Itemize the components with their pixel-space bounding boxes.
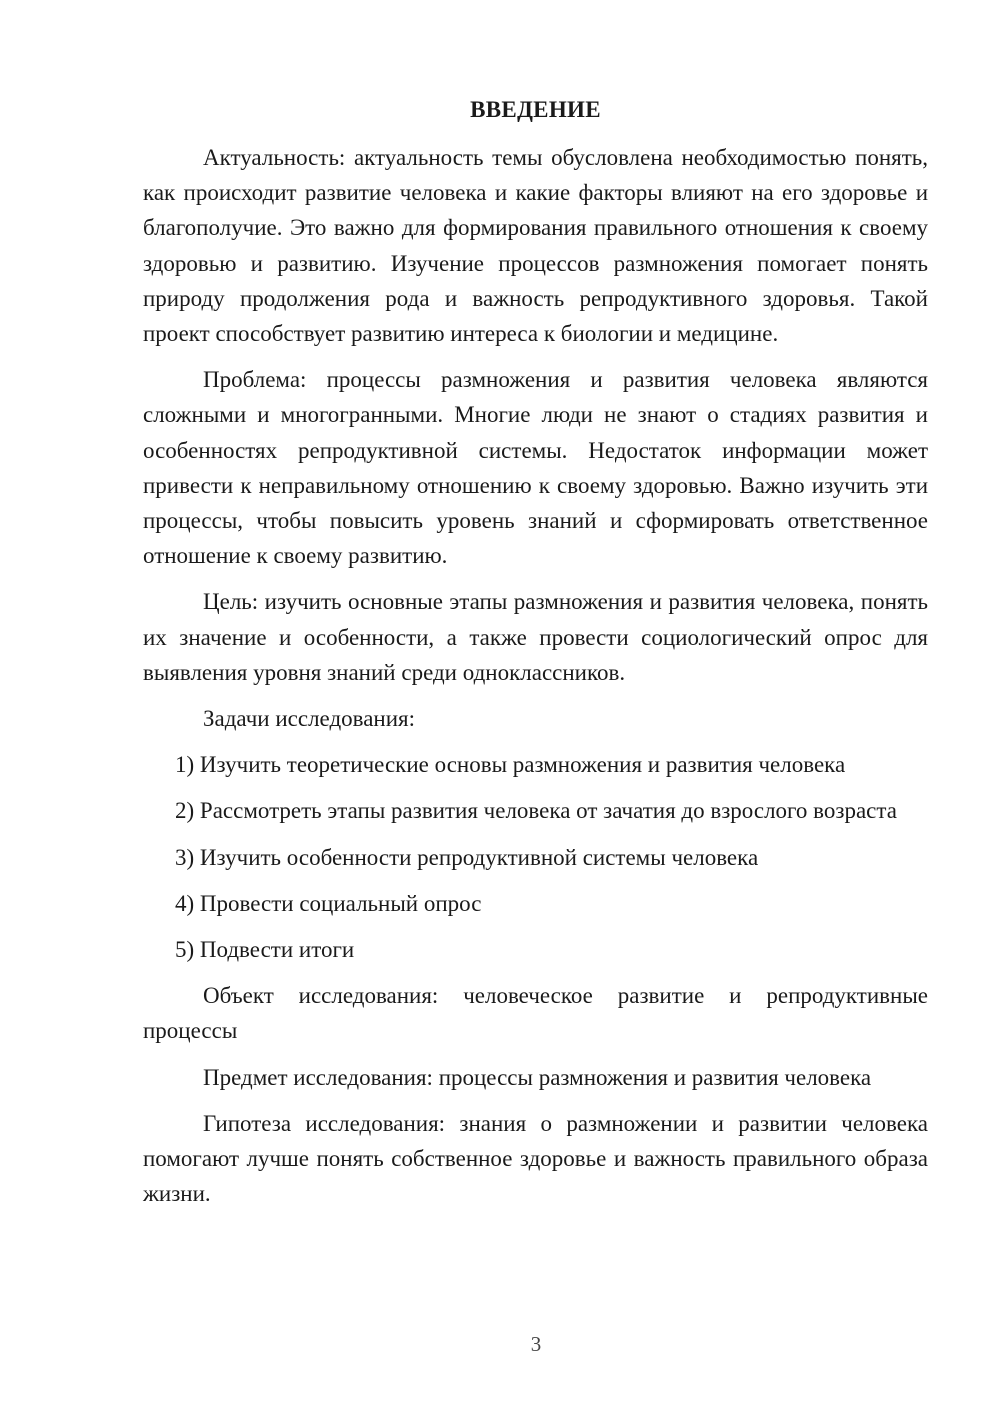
paragraph-problem: Проблема: процессы размножения и развития человека являются сложными и многогранными. Многие люди не знают о стадиях развития и особенностях репродуктивной системы. Недостаток информации может привести к неправильному отношению к своему здоровью. Важно изучить эти процессы, чтобы повысить уровень знаний и сформировать ответственное отношение к своему развитию.: [143, 367, 928, 569]
task-item-1: 1) Изучить теоретические основы размножения и развития человека: [175, 752, 846, 778]
page-number: 3: [530, 1332, 542, 1356]
task-item-2: 2) Рассмотреть этапы развития человека от зачатия до взрослого возраста: [175, 798, 897, 824]
paragraph-hypothesis: Гипотеза исследования: знания о размножении и развитии человека помогают лучше понять собственное здоровье и важность правильного образа жизни.: [143, 1110, 928, 1207]
paragraph-object: Объект исследования: человеческое развитие и репродуктивные процессы: [143, 983, 928, 1044]
document-page: [143, 92, 928, 1222]
task-item-3: 3) Изучить особенности репродуктивной системы человека: [175, 844, 759, 870]
task-item-4: 4) Провести социальный опрос: [175, 890, 482, 916]
paragraph-tasks-heading: Задачи исследования:: [203, 706, 416, 732]
section-title: ВВЕДЕНИЕ: [470, 97, 601, 122]
paragraph-goal: Цель: изучить основные этапы размножения и развития человека, понять их значение и особенности, а также провести социологический опрос для выявления уровня знаний среди одноклассников.: [143, 589, 928, 685]
task-item-5: 5) Подвести итоги: [175, 937, 355, 963]
paragraph-relevance: Актуальность: актуальность темы обусловлена необходимостью понять, как происходит развитие человека и какие факторы влияют на его здоровье и благополучие. Это важно для формирования правильного отношения к своему здоровью и развитию. Изучение процессов размножения помогает понять природу продолжения рода и важность репродуктивного здоровья. Такой проект способствует развитию интереса к биологии и медицине.: [143, 145, 928, 347]
paragraph-subject: Предмет исследования: процессы размножения и развития человека: [203, 1064, 872, 1090]
